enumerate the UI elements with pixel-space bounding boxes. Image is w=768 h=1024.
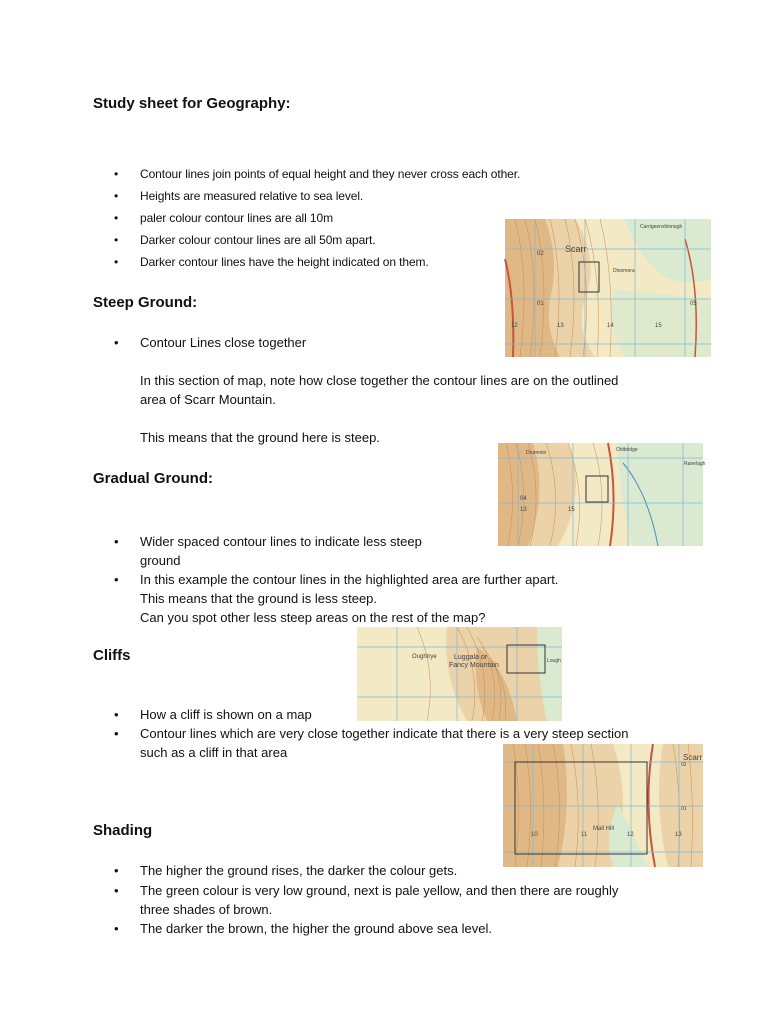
map-image-gradual — [498, 443, 706, 546]
bullet-icon: • — [114, 863, 119, 878]
list-item-continuation: such as a cliff in that area — [140, 745, 288, 760]
shading-heading: Shading — [93, 822, 153, 839]
map-label: Scarr — [683, 753, 703, 762]
steep-ground-heading: Steep Ground: — [93, 294, 198, 311]
steep-paragraph-line: In this section of map, note how close together the contour lines are on the outlined — [140, 373, 619, 388]
bullet-icon: • — [114, 335, 119, 350]
list-item-continuation: three shades of brown. — [140, 902, 273, 917]
map-label: Scarr — [565, 244, 587, 254]
map-label: Luggala or — [454, 654, 488, 661]
map-label: Mall Hill — [593, 826, 614, 832]
map-label: 05 — [690, 301, 697, 307]
bullet-icon: • — [114, 883, 119, 898]
cliffs-heading: Cliffs — [93, 647, 131, 664]
list-item-continuation: Can you spot other less steep areas on the rest of the map? — [140, 610, 486, 625]
map-label: 15 — [655, 323, 662, 329]
bullet-icon: • — [114, 921, 119, 936]
map-label: Dloomera — [613, 268, 635, 274]
bullet-icon: • — [114, 255, 119, 269]
bullet-icon: • — [114, 189, 119, 203]
map-label: 12 — [627, 832, 634, 838]
bullet-icon: • — [114, 211, 119, 225]
map-label: 15 — [568, 507, 575, 513]
map-label: 02 — [681, 762, 687, 768]
map-label: 02 — [537, 251, 544, 257]
map-label: 10 — [531, 832, 538, 838]
map-label: 13 — [557, 323, 564, 329]
map-label: Lough — [547, 658, 561, 664]
map-label: 13 — [520, 507, 527, 513]
bullet-icon: • — [114, 167, 119, 181]
gradual-ground-heading: Gradual Ground: — [93, 470, 213, 487]
map-label: Fancy Mountain — [449, 662, 499, 669]
map-label: 13 — [675, 832, 682, 838]
map-label: Oldbridge — [616, 447, 638, 453]
map-image-shading — [503, 744, 703, 867]
map-label: 12 — [511, 323, 518, 329]
map-label: Carrigeenshinnagh — [640, 224, 683, 230]
list-item-continuation: ground — [140, 553, 181, 568]
map-label: 01 — [537, 301, 544, 307]
bullet-icon: • — [114, 572, 119, 587]
map-label: Ranelagh — [684, 461, 706, 467]
steep-paragraph-line: area of Scarr Mountain. — [140, 392, 276, 407]
map-label: Oughtrye — [412, 654, 437, 660]
map-label: Drummin — [526, 450, 547, 456]
map-label: 14 — [607, 323, 614, 329]
map-image-scarr — [505, 219, 711, 357]
list-item-continuation: This means that the ground is less steep. — [140, 591, 378, 606]
bullet-icon: • — [114, 726, 119, 741]
map-label: 11 — [581, 832, 588, 838]
bullet-icon: • — [114, 534, 119, 549]
map-label: 04 — [520, 496, 527, 502]
map-label: 01 — [681, 806, 687, 812]
bullet-icon: • — [114, 233, 119, 247]
bullet-icon: • — [114, 707, 119, 722]
steep-paragraph-line: This means that the ground here is steep. — [140, 430, 380, 445]
map-image-cliffs — [357, 627, 562, 721]
page-title: Study sheet for Geography: — [93, 95, 291, 112]
